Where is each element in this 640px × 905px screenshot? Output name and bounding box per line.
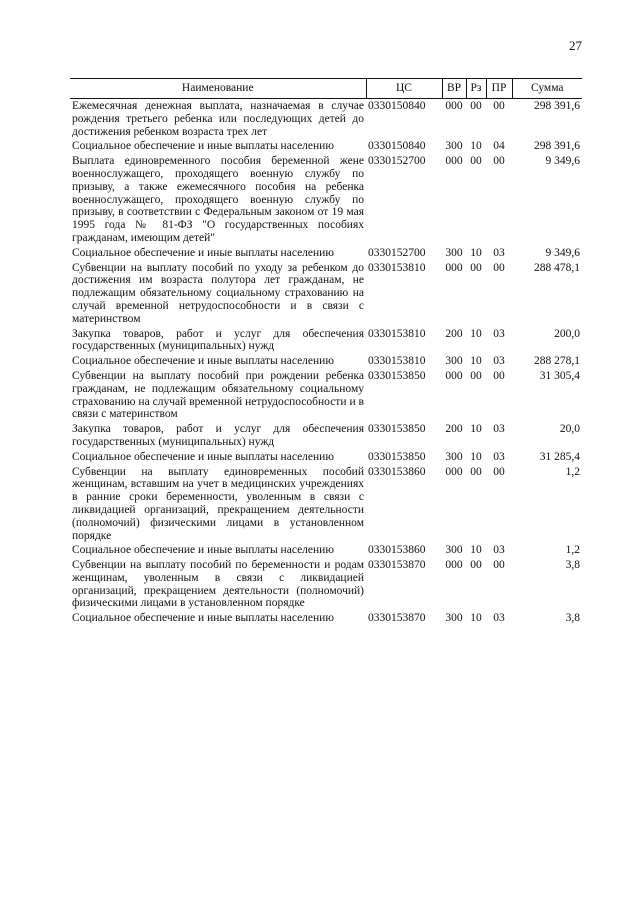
cell-pr: 00 bbox=[493, 261, 505, 274]
table-row bbox=[70, 99, 582, 140]
cell-cs: 0330153850 bbox=[368, 369, 426, 382]
cell-vr: 000 bbox=[445, 261, 463, 274]
table-row bbox=[70, 450, 582, 465]
header-cs: ЦС bbox=[366, 79, 442, 99]
cell-sum: 20,0 bbox=[559, 423, 580, 436]
cell-name: Субвенции на выплату единовременных пособий женщинам, вставшим на учет в медицинских учреждениях в ранние сроки беременности, уволенным в связи с ликвидацией организаций, прекращением деятельности (полномочий) физическими лицами в установленном порядке bbox=[72, 465, 364, 542]
cell-vr: 300 bbox=[445, 140, 463, 153]
table-row bbox=[70, 543, 582, 558]
cell-pr: 03 bbox=[493, 423, 505, 436]
cell-cs: 0330153850 bbox=[368, 423, 426, 436]
cell-rz: 00 bbox=[470, 559, 482, 572]
cell-sum: 200,0 bbox=[554, 327, 580, 340]
cell-vr: 000 bbox=[445, 559, 463, 572]
cell-sum: 298 391,6 bbox=[534, 100, 580, 112]
header-rz: Рз bbox=[466, 79, 486, 99]
cell-vr: 300 bbox=[445, 450, 463, 463]
header-sum: Сумма bbox=[512, 79, 582, 99]
table-row bbox=[70, 611, 582, 626]
cell-sum: 1,2 bbox=[565, 465, 580, 478]
cell-rz: 00 bbox=[470, 100, 482, 112]
cell-cs: 0330152700 bbox=[368, 155, 426, 168]
cell-cs: 0330153860 bbox=[368, 544, 426, 557]
cell-pr: 03 bbox=[493, 355, 505, 368]
table-row bbox=[70, 246, 582, 261]
cell-cs: 0330150840 bbox=[368, 100, 426, 112]
table-row bbox=[70, 354, 582, 369]
cell-pr: 04 bbox=[493, 140, 505, 153]
cell-rz: 10 bbox=[470, 612, 482, 625]
cell-cs: 0330153850 bbox=[368, 450, 426, 463]
cell-rz: 10 bbox=[470, 140, 482, 153]
cell-rz: 10 bbox=[470, 246, 482, 259]
header-pr: ПР bbox=[486, 79, 512, 99]
table-row bbox=[70, 422, 582, 450]
cell-vr: 000 bbox=[445, 369, 463, 382]
cell-rz: 10 bbox=[470, 423, 482, 436]
table-header-row bbox=[70, 79, 582, 99]
cell-vr: 300 bbox=[445, 355, 463, 368]
cell-pr: 03 bbox=[493, 450, 505, 463]
cell-vr: 000 bbox=[445, 465, 463, 478]
cell-name: Закупка товаров, работ и услуг для обеспечения государственных (муниципальных) нужд bbox=[72, 423, 364, 448]
cell-pr: 00 bbox=[493, 369, 505, 382]
cell-pr: 03 bbox=[493, 544, 505, 557]
cell-name: Социальное обеспечение и иные выплаты населению bbox=[72, 544, 334, 557]
cell-pr: 00 bbox=[493, 465, 505, 478]
cell-name: Ежемесячная денежная выплата, назначаемая в случае рождения третьего ребенка или последующих детей до достижения ребенком возраста трех лет bbox=[72, 100, 364, 138]
cell-sum: 1,2 bbox=[565, 544, 580, 557]
cell-sum: 3,8 bbox=[565, 612, 580, 625]
cell-vr: 000 bbox=[445, 100, 463, 112]
cell-cs: 0330153810 bbox=[368, 355, 426, 368]
cell-rz: 10 bbox=[470, 355, 482, 368]
cell-vr: 300 bbox=[445, 612, 463, 625]
cell-pr: 00 bbox=[493, 100, 505, 112]
cell-pr: 03 bbox=[493, 327, 505, 340]
cell-sum: 31 285,4 bbox=[539, 450, 580, 463]
cell-name: Закупка товаров, работ и услуг для обеспечения государственных (муниципальных) нужд bbox=[72, 327, 364, 353]
cell-pr: 00 bbox=[493, 559, 505, 572]
header-vr: ВР bbox=[442, 79, 466, 99]
cell-sum: 298 391,6 bbox=[534, 140, 580, 153]
cell-cs: 0330153810 bbox=[368, 261, 426, 274]
cell-rz: 00 bbox=[470, 369, 482, 382]
page-number: 27 bbox=[569, 38, 582, 53]
table-row bbox=[70, 154, 582, 246]
cell-sum: 288 478,1 bbox=[534, 261, 580, 274]
cell-vr: 000 bbox=[445, 155, 463, 168]
cell-vr: 200 bbox=[445, 327, 463, 340]
cell-cs: 0330150840 bbox=[368, 140, 426, 153]
cell-sum: 3,8 bbox=[565, 559, 580, 572]
table-row bbox=[70, 465, 582, 544]
cell-vr: 300 bbox=[445, 544, 463, 557]
cell-rz: 10 bbox=[470, 327, 482, 340]
cell-sum: 288 278,1 bbox=[534, 355, 580, 368]
cell-name: Субвенции на выплату пособий по беременности и родам женщинам, уволенным в связи с ликвидацией организаций, прекращением деятельности (полномочий) физическими лицами в установленном порядке bbox=[72, 559, 364, 610]
cell-name: Выплата единовременного пособия беременной жене военнослужащего, проходящего военную службу по призыву, а также ежемесячного пособия на ребенка военнослужащего, проходящего военную службу по призыву, в соответствии с Федеральным законом от 19 мая 1995 года № 81-ФЗ "О государственных пособиях гражданам, имеющим детей" bbox=[72, 155, 364, 244]
table-row bbox=[70, 558, 582, 611]
budget-table bbox=[70, 78, 582, 626]
cell-cs: 0330153860 bbox=[368, 465, 426, 478]
cell-cs: 0330153810 bbox=[368, 327, 426, 340]
cell-cs: 0330153870 bbox=[368, 559, 426, 572]
cell-vr: 300 bbox=[445, 246, 463, 259]
cell-pr: 03 bbox=[493, 246, 505, 259]
cell-name: Субвенции на выплату пособий по уходу за ребенком до достижения им возраста полутора лет гражданам, не подлежащим обязательному социальному страхованию на случай временной нетрудоспособности и в связи с материнством bbox=[72, 261, 364, 325]
cell-pr: 03 bbox=[493, 612, 505, 625]
cell-name: Социальное обеспечение и иные выплаты населению bbox=[72, 355, 334, 368]
cell-sum: 31 305,4 bbox=[539, 369, 580, 382]
cell-rz: 00 bbox=[470, 261, 482, 274]
cell-rz: 10 bbox=[470, 544, 482, 557]
cell-sum: 9 349,6 bbox=[545, 155, 580, 168]
cell-name: Социальное обеспечение и иные выплаты населению bbox=[72, 140, 334, 153]
header-name: Наименование bbox=[70, 79, 366, 99]
cell-sum: 9 349,6 bbox=[545, 246, 580, 259]
cell-rz: 00 bbox=[470, 155, 482, 168]
cell-cs: 0330153870 bbox=[368, 612, 426, 625]
table-row bbox=[70, 261, 582, 327]
cell-name: Субвенции на выплату пособий при рождении ребенка гражданам, не подлежащим обязательному социальному страхованию на случай временной нетрудоспособности и в связи с материнством bbox=[72, 369, 364, 421]
cell-vr: 200 bbox=[445, 423, 463, 436]
table-row bbox=[70, 139, 582, 154]
cell-cs: 0330152700 bbox=[368, 246, 426, 259]
cell-name: Социальное обеспечение и иные выплаты населению bbox=[72, 246, 334, 259]
cell-name: Социальное обеспечение и иные выплаты населению bbox=[72, 450, 334, 463]
cell-name: Социальное обеспечение и иные выплаты населению bbox=[72, 612, 334, 625]
table-row bbox=[70, 327, 582, 355]
cell-rz: 10 bbox=[470, 450, 482, 463]
cell-pr: 00 bbox=[493, 155, 505, 168]
cell-rz: 00 bbox=[470, 465, 482, 478]
table-row bbox=[70, 369, 582, 422]
